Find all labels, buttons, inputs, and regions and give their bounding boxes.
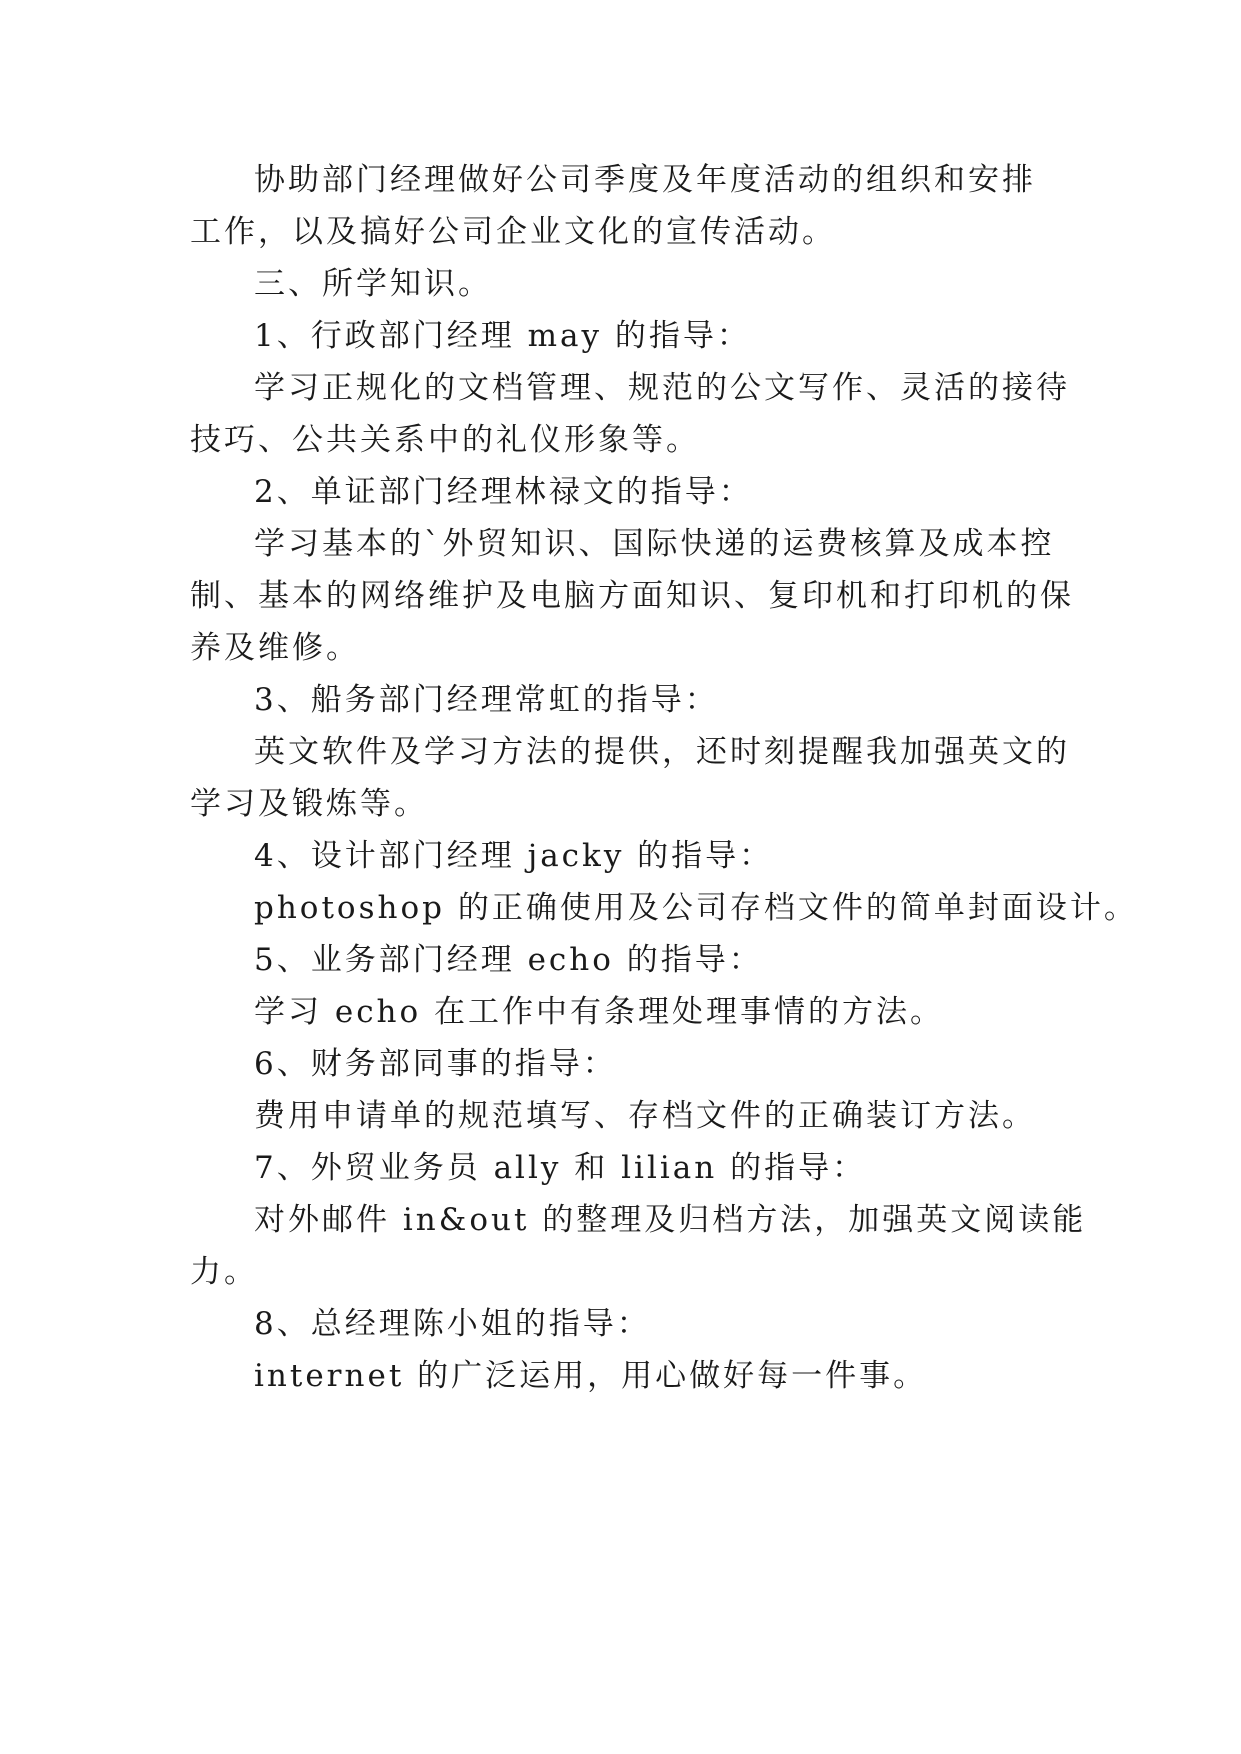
text-line: 协助部门经理做好公司季度及年度活动的组织和安排: [254, 162, 1036, 198]
text-line: 养及维修。: [190, 630, 360, 666]
text-line: 制、基本的网络维护及电脑方面知识、复印机和打印机的保: [190, 578, 1074, 614]
text-line: 力。: [190, 1254, 258, 1290]
list-item-heading: 6、财务部同事的指导：: [254, 1046, 617, 1082]
text-line: 学习基本的`外贸知识、国际快递的运费核算及成本控: [254, 526, 1055, 562]
text-line: 技巧、公共关系中的礼仪形象等。: [190, 422, 700, 458]
list-item-heading: 7、外贸业务员 ally 和 lilian 的指导：: [254, 1150, 867, 1186]
text-line: 对外邮件 in&out 的整理及归档方法，加强英文阅读能: [254, 1202, 1087, 1238]
list-item-heading: 3、船务部门经理常虹的指导：: [254, 682, 719, 718]
section-heading: 三、所学知识。: [254, 266, 492, 302]
text-line: 学习 echo 在工作中有条理处理事情的方法。: [254, 994, 945, 1030]
text-line: 英文软件及学习方法的提供，还时刻提醒我加强英文的: [254, 734, 1070, 770]
text-line: 费用申请单的规范填写、存档文件的正确装订方法。: [254, 1098, 1036, 1134]
list-item-heading: 1、行政部门经理 may 的指导：: [254, 318, 751, 354]
list-item-heading: 5、业务部门经理 echo 的指导：: [254, 942, 763, 978]
list-item-heading: 2、单证部门经理林禄文的指导：: [254, 474, 753, 510]
text-line: 学习及锻炼等。: [190, 786, 428, 822]
text-line: 工作，以及搞好公司企业文化的宣传活动。: [190, 214, 836, 250]
list-item-heading: 4、设计部门经理 jacky 的指导：: [254, 838, 774, 874]
list-item-heading: 8、总经理陈小姐的指导：: [254, 1306, 651, 1342]
text-line: photoshop 的正确使用及公司存档文件的简单封面设计。: [254, 890, 1138, 926]
text-line: internet 的广泛运用，用心做好每一件事。: [254, 1358, 928, 1394]
text-line: 学习正规化的文档管理、规范的公文写作、灵活的接待: [254, 370, 1070, 406]
